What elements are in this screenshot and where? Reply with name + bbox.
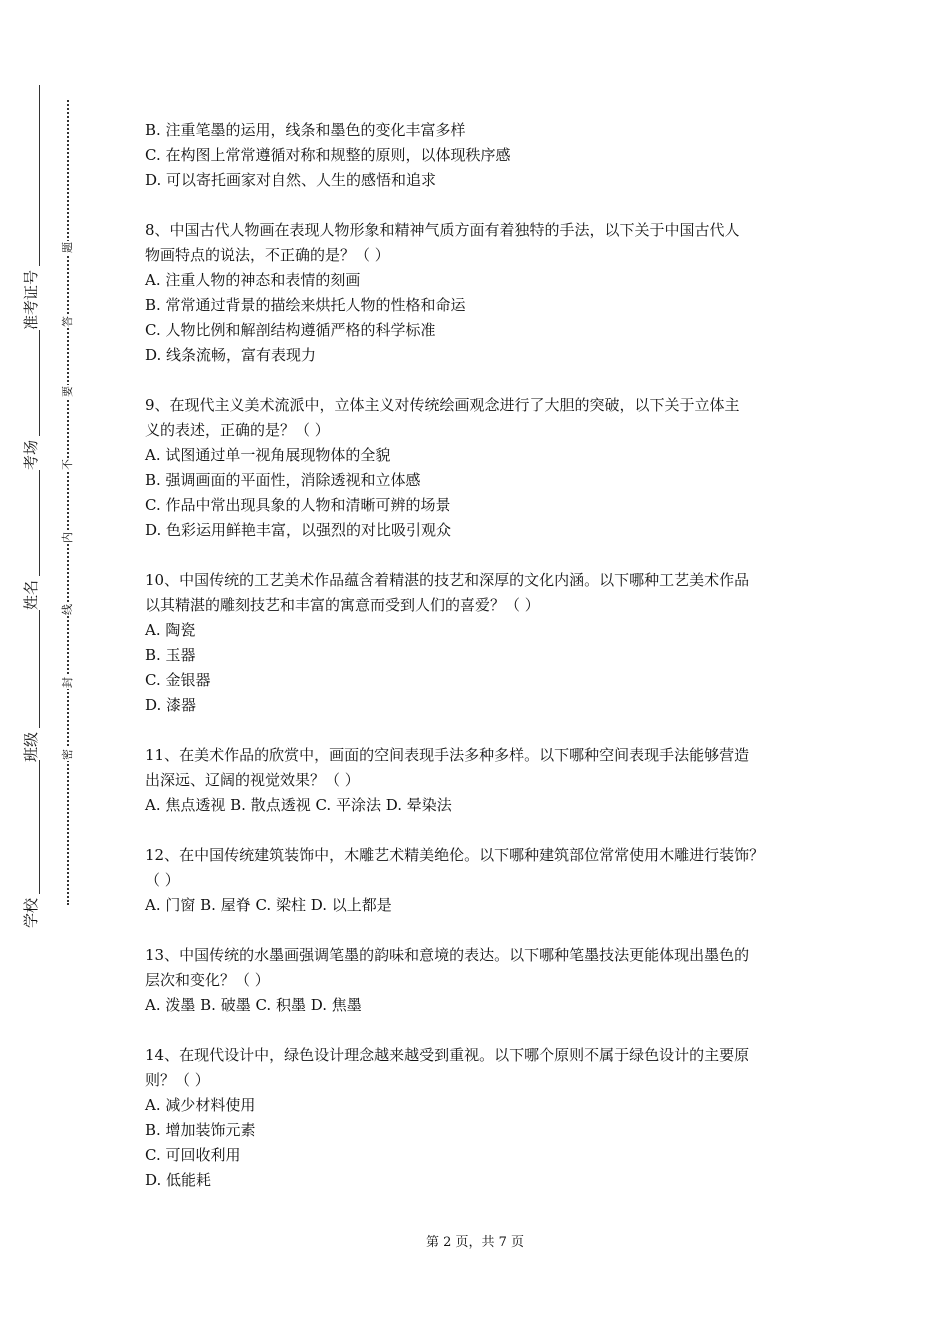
name-label: 姓名 <box>22 579 40 610</box>
seal-char: 答 <box>61 316 74 327</box>
school-blank <box>39 760 40 894</box>
question-block <box>145 218 825 368</box>
answer-option: A. 泼墨 B. 破墨 C. 积墨 D. 焦墨 <box>145 996 362 1014</box>
seal-line <box>61 100 75 905</box>
question-block <box>145 843 825 918</box>
seal-char: 封 <box>61 677 74 688</box>
answer-option: D. 可以寄托画家对自然、人生的感悟和追求 <box>145 171 437 189</box>
answer-option: C. 作品中常出现具象的人物和清晰可辨的场景 <box>145 496 451 514</box>
answer-option: A. 门窗 B. 屋脊 C. 梁柱 D. 以上都是 <box>145 896 392 914</box>
answer-option: A. 注重人物的神态和表情的刻画 <box>145 271 361 289</box>
answer-option: D. 漆器 <box>145 696 197 714</box>
answer-option: B. 增加装饰元素 <box>145 1121 256 1139</box>
class-label: 班级 <box>22 731 40 762</box>
seal-char: 不 <box>61 459 74 470</box>
answer-option: B. 常常通过背景的描绘来烘托人物的性格和命运 <box>145 296 466 314</box>
answer-option: B. 注重笔墨的运用，线条和墨色的变化丰富多样 <box>145 121 466 139</box>
question-stem-line: 层次和变化？（ ） <box>145 971 270 989</box>
page-number: 第 2 页，共 7 页 <box>425 1235 525 1250</box>
question-block <box>145 743 825 818</box>
name-blank <box>39 470 40 576</box>
answer-option: D. 色彩运用鲜艳丰富，以强烈的对比吸引观众 <box>145 521 452 539</box>
answer-option: C. 金银器 <box>145 671 211 689</box>
seal-char: 密 <box>61 749 74 760</box>
question-block <box>145 568 825 718</box>
seal-char: 题 <box>61 242 74 253</box>
seal-char: 内 <box>61 532 74 543</box>
dotted-line <box>67 100 69 905</box>
answer-option: D. 低能耗 <box>145 1171 212 1189</box>
question-stem-line: 以其精湛的雕刻技艺和丰富的寓意而受到人们的喜爱？（ ） <box>145 596 540 614</box>
answer-option: C. 可回收利用 <box>145 1146 241 1164</box>
question-stem-line: 11、在美术作品的欣赏中，画面的空间表现手法多种多样。以下哪种空间表现手法能够营造 <box>145 746 750 764</box>
question-block <box>145 118 825 193</box>
answer-option: D. 线条流畅，富有表现力 <box>145 346 317 364</box>
question-stem-line: 12、在中国传统建筑装饰中，木雕艺术精美绝伦。以下哪种建筑部位常常使用木雕进行装饰？ <box>145 846 765 864</box>
answer-option: A. 陶瓷 <box>145 621 196 639</box>
answer-option: A. 焦点透视 B. 散点透视 C. 平涂法 D. 晕染法 <box>145 796 452 814</box>
question-list <box>145 118 825 1218</box>
answer-option: B. 玉器 <box>145 646 196 664</box>
question-stem-line: 9、在现代主义美术流派中，立体主义对传统绘画观念进行了大胆的突破，以下关于立体主 <box>145 396 740 414</box>
answer-option: B. 强调画面的平面性，消除透视和立体感 <box>145 471 421 489</box>
answer-option: C. 人物比例和解剖结构遵循严格的科学标准 <box>145 321 436 339</box>
question-block <box>145 393 825 543</box>
exam-room-blank <box>39 330 40 436</box>
answer-option: A. 试图通过单一视角展现物体的全貌 <box>145 446 391 464</box>
admission-number-label: 准考证号 <box>22 269 40 330</box>
binding-margin-fields <box>22 85 40 930</box>
exam-room-label: 考场 <box>22 439 40 470</box>
question-block <box>145 943 825 1018</box>
question-stem-line: 则？（ ） <box>145 1071 210 1089</box>
question-block <box>145 1043 825 1193</box>
answer-option: A. 减少材料使用 <box>145 1096 256 1114</box>
answer-option: C. 在构图上常常遵循对称和规整的原则，以体现秩序感 <box>145 146 511 164</box>
seal-char: 线 <box>61 604 74 615</box>
question-stem-line: 14、在现代设计中，绿色设计理念越来越受到重视。以下哪个原则不属于绿色设计的主要原 <box>145 1046 750 1064</box>
question-stem-line: 义的表述，正确的是？（ ） <box>145 421 330 439</box>
school-label: 学校 <box>22 897 40 928</box>
question-stem-line: 13、中国传统的水墨画强调笔墨的韵味和意境的表达。以下哪种笔墨技法更能体现出墨色的 <box>145 946 750 964</box>
question-stem-line: 8、中国古代人物画在表现人物形象和精神气质方面有着独特的手法，以下关于中国古代人 <box>145 221 740 239</box>
question-stem-line: 10、中国传统的工艺美术作品蕴含着精湛的技艺和深厚的文化内涵。以下哪种工艺美术作品 <box>145 571 750 589</box>
question-stem-line: 物画特点的说法，不正确的是？（ ） <box>145 246 390 264</box>
question-stem-line: 出深远、辽阔的视觉效果？（ ） <box>145 771 360 789</box>
admission-number-blank <box>39 85 40 266</box>
class-blank <box>39 610 40 728</box>
question-stem-line: （ ） <box>145 871 180 889</box>
seal-char: 要 <box>61 386 74 397</box>
